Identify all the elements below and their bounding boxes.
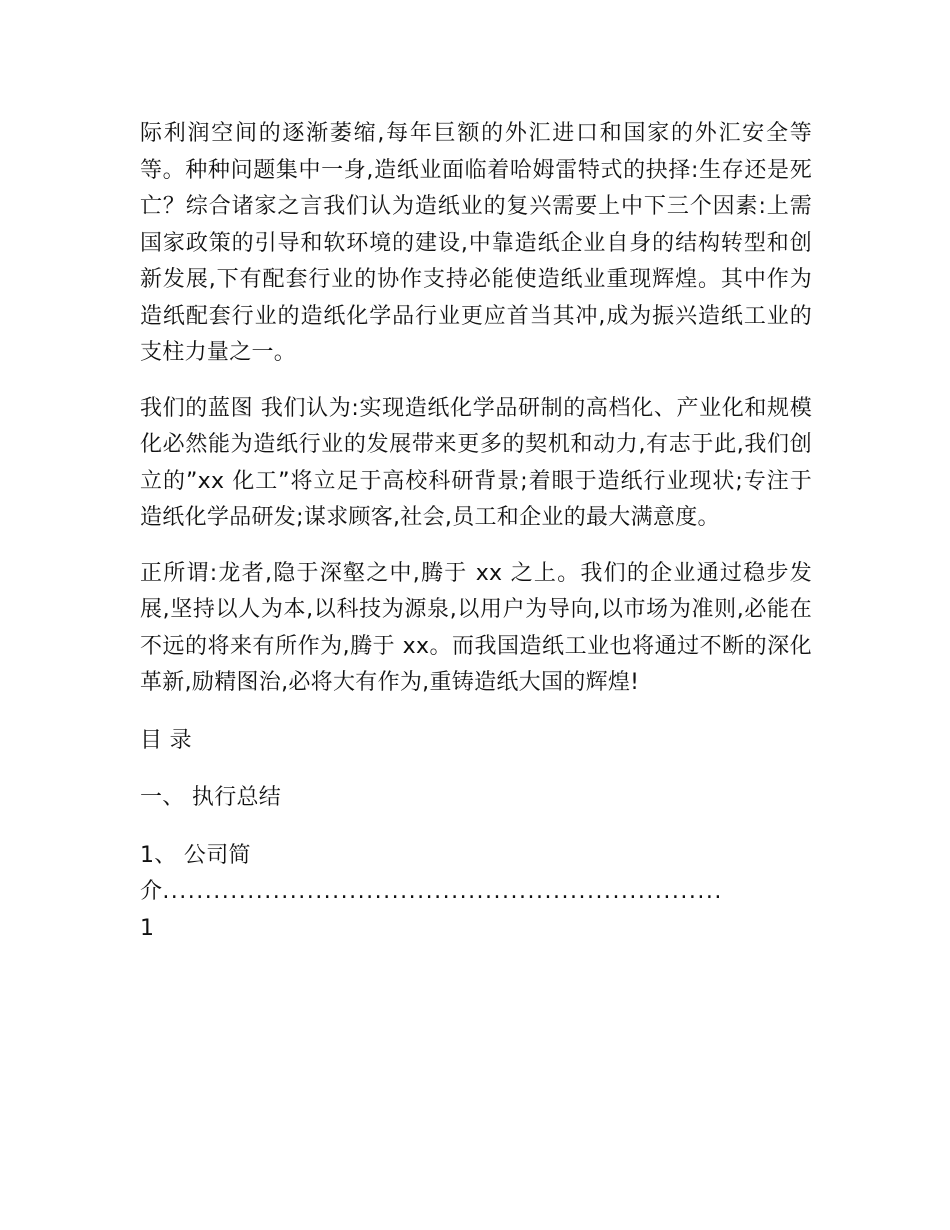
body-paragraph-2: 我们的蓝图 我们认为:实现造纸化学品研制的高档化、产业化和规模化必然能为造纸行业的发展带来更多的契机和动力,有志于此,我们创立的”xx 化工”将立足于高校科研背景;着眼于造纸行业现状;专注于造纸化学品研发;谋求顾客,社会,员工和企业的最大满意度。 <box>140 395 812 530</box>
body-paragraph-1: 际利润空间的逐渐萎缩,每年巨额的外汇进口和国家的外汇安全等等。种种问题集中一身,造纸业面临着哈姆雷特式的抉择:生存还是死亡？综合诸家之言我们认为造纸业的复兴需要上中下三个因素:上需国家政策的引导和软环境的建设,中靠造纸企业自身的结构转型和创新发展,下有配套行业的协作支持必能使造纸业重现辉煌。其中作为造纸配套行业的造纸化学品行业更应首当其冲,成为振兴造纸工业的支柱力量之一。 <box>140 121 812 365</box>
toc-section-title: 一、 执行总结 <box>140 785 282 810</box>
document-page <box>140 116 812 947</box>
toc-entry-page-number: 1 <box>140 915 155 941</box>
toc-entry <box>140 838 812 948</box>
toc-entry-leader <box>140 874 812 911</box>
body-paragraph-3: 正所谓:龙者,隐于深壑之中,腾于 xx 之上。我们的企业通过稳步发展,坚持以人为本,以科技为源泉,以用户为导向,以市场为准则,必能在不远的将来有所作为,腾于 xx。而我国造纸工业也将通过不断的深化革新,励精图治,必将大有作为,重铸造纸大国的辉煌! <box>140 560 812 695</box>
toc-entry-dots: .................................................................. <box>162 879 723 904</box>
toc-entry-label-wrap: 介 <box>140 879 163 904</box>
toc-heading: 目 录 <box>140 727 192 753</box>
toc-entry-label: 1、 公司简 <box>140 842 251 868</box>
